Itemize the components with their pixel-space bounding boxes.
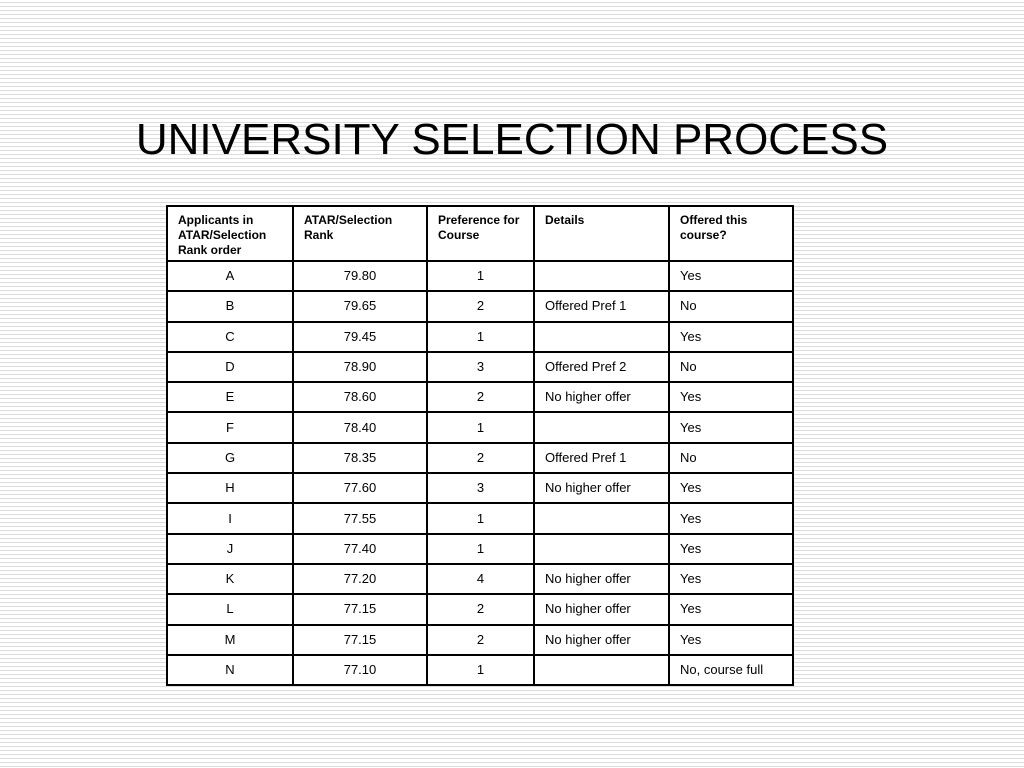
selection-table-container	[166, 205, 794, 686]
cell-offered: Yes	[669, 594, 793, 624]
cell-offered: Yes	[669, 473, 793, 503]
cell-details	[534, 534, 669, 564]
cell-details	[534, 655, 669, 685]
table-row	[167, 655, 793, 685]
cell-applicant: D	[167, 352, 293, 382]
cell-applicant: E	[167, 382, 293, 412]
cell-details: No higher offer	[534, 625, 669, 655]
cell-rank: 77.55	[293, 503, 427, 533]
cell-details	[534, 322, 669, 352]
cell-rank: 77.20	[293, 564, 427, 594]
cell-rank: 78.35	[293, 443, 427, 473]
cell-applicant: B	[167, 291, 293, 321]
cell-preference: 4	[427, 564, 534, 594]
cell-offered: Yes	[669, 564, 793, 594]
cell-preference: 1	[427, 503, 534, 533]
cell-applicant: M	[167, 625, 293, 655]
cell-applicant: N	[167, 655, 293, 685]
header-applicant: Applicants in ATAR/Selection Rank order	[167, 206, 293, 261]
table-row	[167, 261, 793, 291]
cell-details: No higher offer	[534, 564, 669, 594]
cell-details: Offered Pref 2	[534, 352, 669, 382]
cell-preference: 1	[427, 261, 534, 291]
table-row	[167, 443, 793, 473]
cell-applicant: F	[167, 412, 293, 442]
cell-details: No higher offer	[534, 382, 669, 412]
cell-preference: 2	[427, 594, 534, 624]
table-row	[167, 564, 793, 594]
cell-details: No higher offer	[534, 473, 669, 503]
header-details: Details	[534, 206, 669, 261]
cell-offered: Yes	[669, 534, 793, 564]
table-row	[167, 473, 793, 503]
header-preference: Preference for Course	[427, 206, 534, 261]
cell-preference: 2	[427, 443, 534, 473]
cell-offered: No	[669, 352, 793, 382]
cell-preference: 2	[427, 382, 534, 412]
table-row	[167, 594, 793, 624]
cell-preference: 3	[427, 473, 534, 503]
cell-rank: 79.65	[293, 291, 427, 321]
cell-preference: 1	[427, 322, 534, 352]
cell-preference: 2	[427, 625, 534, 655]
cell-rank: 77.10	[293, 655, 427, 685]
table-row	[167, 503, 793, 533]
header-row	[167, 206, 793, 261]
cell-preference: 3	[427, 352, 534, 382]
cell-details: No higher offer	[534, 594, 669, 624]
cell-preference: 1	[427, 655, 534, 685]
cell-applicant: I	[167, 503, 293, 533]
cell-offered: Yes	[669, 503, 793, 533]
table-row	[167, 382, 793, 412]
cell-preference: 1	[427, 534, 534, 564]
slide-title: UNIVERSITY SELECTION PROCESS	[135, 115, 889, 164]
cell-preference: 2	[427, 291, 534, 321]
cell-applicant: H	[167, 473, 293, 503]
cell-rank: 79.80	[293, 261, 427, 291]
cell-rank: 77.60	[293, 473, 427, 503]
cell-details	[534, 503, 669, 533]
cell-details: Offered Pref 1	[534, 443, 669, 473]
cell-preference: 1	[427, 412, 534, 442]
table-row	[167, 322, 793, 352]
cell-applicant: J	[167, 534, 293, 564]
cell-offered: Yes	[669, 322, 793, 352]
cell-rank: 79.45	[293, 322, 427, 352]
cell-offered: Yes	[669, 625, 793, 655]
cell-offered: Yes	[669, 412, 793, 442]
table-header	[167, 206, 793, 261]
cell-applicant: G	[167, 443, 293, 473]
cell-offered: No	[669, 291, 793, 321]
table-row	[167, 534, 793, 564]
cell-offered: Yes	[669, 382, 793, 412]
table-row	[167, 412, 793, 442]
table-row	[167, 291, 793, 321]
cell-rank: 78.60	[293, 382, 427, 412]
cell-offered: No	[669, 443, 793, 473]
cell-rank: 77.40	[293, 534, 427, 564]
cell-details: Offered Pref 1	[534, 291, 669, 321]
cell-applicant: L	[167, 594, 293, 624]
cell-applicant: K	[167, 564, 293, 594]
cell-applicant: C	[167, 322, 293, 352]
cell-applicant: A	[167, 261, 293, 291]
selection-table	[166, 205, 794, 686]
table-body	[167, 261, 793, 685]
header-offered: Offered this course?	[669, 206, 793, 261]
cell-rank: 78.90	[293, 352, 427, 382]
cell-offered: No, course full	[669, 655, 793, 685]
table-row	[167, 352, 793, 382]
cell-offered: Yes	[669, 261, 793, 291]
table-row	[167, 625, 793, 655]
cell-rank: 77.15	[293, 625, 427, 655]
cell-rank: 77.15	[293, 594, 427, 624]
cell-rank: 78.40	[293, 412, 427, 442]
cell-details	[534, 261, 669, 291]
header-rank: ATAR/Selection Rank	[293, 206, 427, 261]
cell-details	[534, 412, 669, 442]
